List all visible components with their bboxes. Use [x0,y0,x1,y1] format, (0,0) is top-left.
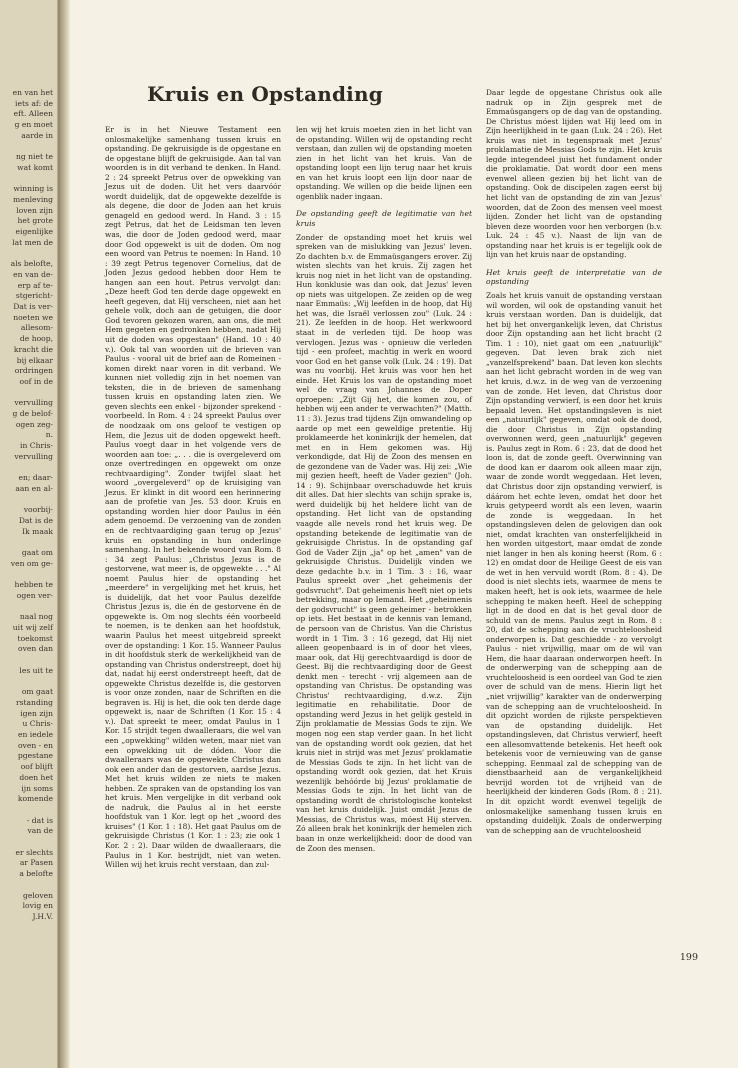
facing-page-line: iets af: de [15,98,53,108]
facing-page-line: oof blijft [20,762,53,772]
facing-page-line: gaat om [21,548,53,558]
facing-page-line: geloven [22,890,53,900]
facing-page-line: winning is [13,184,53,194]
page-title: Kruis en Opstanding [147,82,383,106]
column-1-text: Er is in het Nieuwe Testament een onlosmakelijke samenhang tussen kruis en opstanding. De gekruisigde is de opgestane en de opgestane blijft de gekruisigde. Aan tal van woorden is in dit verband te denken. In Hand. 2 : 24 spreekt Petrus over de opwekking van Jezus uit de doden. Uit het vers daarvóór wordt duidelijk, dat de opgewekte dezelfde is als degene, die door de Joden aan het kruis genageld en gedood werd. In Hand. 3 : 15 zegt Petrus, dat het de Leidsman ten leven was, die door de Joden gedood werd, maar door God opgewekt is uit de doden. Om nog een woord van Petrus te noemen: In Hand. 10 : 39 zegt Petrus tegenover Cornelius, dat de Joden Jezus gedood hebben door Hem te hangen aan een hout. Petrus vervolgt dan: „Deze heeft God ten derde dage opgewekt en heeft gegeven, dat Hij verscheen, niet aan het gehele volk, doch aan de getuigen, die door God tevoren gekozen waren, aan ons, die met Hem gegeten en gedronken hebben, nadat Hij uit de doden was opgestaan" (Hand. 10 : 40 v.). Ook tal van woorden uit de brieven van Paulus - vooral uit de brief aan de Romeinen - komen direkt naar voren in dit verband. We kunnen niet volledig zijn in het noemen van teksten, die in de brieven de samenhang tussen kruis en opstanding laten zien. We geven slechts een enkel - bijzonder sprekend - voorbeeld. In Rom. 4 : 24 spreekt Paulus over de noodzaak om ons geloof te vestigen op Hem, die Jezus uit de doden opgewekt heeft. Paulus voegt daar in het volgende vers de woorden aan toe: „. . . die is overgeleverd om onze overtredingen en opgewekt om onze rechtvaardiging". Zonder twijfel slaat het woord „overgeleverd" op de kruisiging van Jezus. Er klinkt in dit woord een herinnering aan de profetie van Jes. 53 door. Kruis en opstanding worden hier door Paulus in één adem genoemd. De verzoening van de zonden en de rechtvaardiging gaan terug op Jezus' kruis en opstanding in hun onderlinge samenhang. In het bekende woord van Rom. 8 : 34 zegt Paulus: „Christus Jezus is de gestorvene, wat meer is, de opgewekte . . ." Al noemt Paulus hier de opstanding het „meerdere" in vergelijking met het kruis, het is duidelijk, dat het voor Paulus dezelfde Christus Jezus is, die én de gestorvene én de opgewekte is. Om nog slechts één voorbeeld te noemen, is te denken aan het hoofdstuk, waarin Paulus het meest uitgebreid spreekt over de opstanding: 1 Kor. 15. Wanneer Paulus in dit hoofdstuk sterk de werkelijkheid van de opstanding van Christus onderstreept, doet hij dat, nadat hij eerst onderstreept heeft, dat de opgewekte Christus dezelfde is, die gestorven is voor onze zonden, naar de Schriften en die begraven is. Hij is het, die ook ten derde dage opgewekt is, naar de Schriften (1 Kor. 15 : 4 v.). Dat spreekt te meer, omdat Paulus in 1 Kor. 15 strijdt tegen dwaalleraars, die wel van een „opwekking" wilden weten, maar niet van een opwekking uit de dóden. Voor die dwaalleraars was de opgewekte Christus dan ook een ander dan de gestorven, aardse Jezus. Met het kruis wilden ze niets te maken hebben. Ze spraken van de opstanding los van het kruis. Men vergelijke in dit verband ook de nadruk, die Paulus al in het eerste hoofdstuk van 1 Kor. legt op het „woord des kruises" (1 Kor. 1 : 18). Het gaat Paulus om de gekruisigde Christus (1 Kor. 1 : 23; zie ook 1 Kor. 2 : 2). Daar wilden de dwaalleraars, die Paulus in 1 Kor. bestrijdt, niet van weten. Willen wij het kruis recht verstaan, dan zul- [105,125,281,870]
facing-page-line: les uit te [19,665,53,675]
facing-page-line: loven zijn [16,205,53,215]
facing-page-line: en van de- [13,269,53,279]
facing-page-line: a belofte [19,869,53,879]
facing-page-line: ng niet te [16,152,53,162]
page [70,0,738,1068]
facing-page-line: u Chris- [22,719,53,729]
facing-page-line: uit wij zelf [12,623,53,632]
facing-page-line: g de belof- [12,409,53,418]
facing-page-line: er slechts [15,847,53,857]
facing-page-line: n. [45,430,53,440]
facing-page-line: als belofte, [10,259,53,269]
facing-page-line: en iedele [18,730,53,739]
facing-page-line: ogen zeg- [15,419,53,429]
facing-page-line: lat men de [12,237,53,247]
facing-page-line: allesom- [20,323,53,333]
facing-page-line: en van het [12,88,53,97]
facing-page-line: hebben te [14,580,53,590]
facing-page-line: aarde in [21,130,53,140]
facing-page-line: pgestane [17,751,53,761]
column-3-body: Zoals het kruis vanuit de opstanding verstaan wil worden, wil ook de opstanding vanuit het kruis verstaan worden. Dan is duidelijk, dat het bij het onvergankelijk leven, dat Christus door Zijn opstanding aan het licht bracht (2 Tim. 1 : 10), niet gaat om een „natuurlijk" gegeven. Dat leven brak zich niet „vanzelfsprekend" baan. Dat leven kon slechts aan het licht gebracht worden in de weg van het kruis, d.w.z. in de weg van de verzoening van de zonde. Het leven, dat Christus door Zijn opstanding verwierf, is een door het kruis bepaald leven. Het opstandingsleven is niet een „natuurlijk" gegeven, omdat ook de dood, die door Christus in Zijn opstanding overwonnen werd, geen „natuurlijk" gegeven is. Paulus zegt in Rom. 6 : 23, dat de dood het loon is, dat de zonde geeft. Overwinning van de dood kan er daarom ook alleen maar zijn, waar de zonde wordt weggedaan. Het leven, dat Christus door zijn opstanding verwierf, is dáárom het echte leven, omdat het door het kruis getypeerd wordt als een leven, waarin de zonde is weggedaan. In het opstandingsleven delen de gelovigen dan ook niet, omdat krachten van onsterfelijkheid in hen worden uitgestort, maar omdat de zonde niet langer in hen als koning heerst (Rom. 6 : 12) en omdat door de Heilige Geest de eis van de wet in hen vervuld wordt (Rom. 8 : 4). De dood is niet slechts iets, waarmee de mens te maken heeft, het is ook iets, waarmee de hele schepping te maken heeft. Heel de schepping ligt in de dood en dat is het geval door de schuld van de mens. Paulus zegt in Rom. 8 : 20, dat de schepping aan de vruchteloosheid onderworpen is. Dat geschiedde - zo vervolgt Paulus - niet vrijwillig, maar om de wil van Hem, die haar daaraan onderworpen heeft. In de onderwerping van de schepping aan de vruchteloosheid is een oordeel van God te zien over de schuld van de mens. Hierin ligt het „niet vrijwillig" karakter van de onderwerping van de schepping aan de vruchteloosheid. In dit opzicht worden de rijkste perspektieven van de opstanding duidelijk. Het opstandingsleven, dat Christus verwierf, heeft een allesomvattende betekenis. Het heeft ook betekenis voor de vernieuwing van de ganse schepping. Eenmaal zal de schepping van de dienstbaarheid aan de vergankelijkheid bevrijd worden tot de vrijheid van de heerlijkheid der kinderen Gods (Rom. 8 : 21). In dit opzicht wordt evenwel tegelijk de onlosmakelijke samenhang tussen kruis en opstanding duidelijk. Zoals de onderwerping van de schepping aan de vruchteloosheid [486,291,662,835]
column-2 [296,125,472,853]
book-gutter [58,0,70,1068]
facing-page-line: doen het [19,772,53,782]
section-heading-interpretatie: Het kruis geeft de interpretatie van de opstanding [486,267,662,287]
facing-page-line: van de [27,826,53,836]
facing-page-line: naal nog [19,612,53,622]
column-3 [486,88,662,835]
facing-page-line: noeten we [13,312,53,322]
facing-page-line: ijn soms [21,783,53,793]
facing-page-line: oven - en [17,740,53,750]
facing-page-line: lovig en [22,901,53,911]
page-number: 199 [679,952,698,963]
column-3-intro: Daar legde de opgestane Christus ook alle nadruk op in Zijn gesprek met de Emmaüsgangers op de dag van de opstanding. De Christus móest lijden wat Hij leed om in Zijn heerlijkheid in te gaan (Luk. 24 : 26). Het kruis was niet in tegenspraak met Jezus' proklamatie de Messias Gods te zijn. Het kruis legde integendeel juist het fundament onder die proklamatie. Dat wordt door een mens evenwel alleen gezien bij het licht van de opstanding. Ook de discipelen zagen eerst bij het licht van de opstanding de zin van Jezus' woorden, dat de Zoon des mensen veel moest lijden. Zonder het licht van de opstanding bleven deze woorden voor hen verborgen (b.v. Luk. 24 : 45 v.). Naast de lijn van de opstanding naar het kruis is er tegelijk ook de lijn van het kruis naar de opstanding. [486,88,662,260]
facing-page-line: voorbij- [23,505,53,515]
facing-page-line: kracht die [13,344,53,354]
column-1 [105,125,281,870]
facing-page-line: rstanding [15,697,53,707]
facing-page-line: wat komt [17,162,53,172]
facing-page-line: ogen ver- [16,590,53,600]
facing-page-line: vervulling [14,398,53,408]
facing-page-line: en; daar- [18,473,53,483]
facing-page-line: - dat is [26,815,53,825]
facing-page-line: ar Pasen [19,858,53,868]
facing-page-line: stgericht- [15,291,53,301]
facing-page-line: Dat is ver- [13,302,53,311]
facing-page-line: Ik maak [22,526,53,536]
facing-page-line: om gaat [21,687,53,697]
facing-page-line: in Chris- [20,441,53,451]
facing-page-line: aan en al- [15,483,53,493]
facing-page-line: J.H.V. [32,911,53,921]
facing-page-line: komende [17,794,53,804]
facing-page-line: de hoop, [19,334,53,344]
facing-page-line: toekomst [17,633,53,643]
facing-page-line: g en moet [14,120,53,130]
facing-page-line: bij elkaar [16,355,53,365]
facing-page-line: erp af te- [17,280,53,290]
facing-page-fragment [0,0,58,1068]
section-heading-legitimatie: De opstanding geeft de legitimatie van het kruis [296,209,472,228]
facing-page-line: eft. Alleen [13,109,53,119]
facing-page-line: ordringen [14,366,53,376]
facing-page-line: vervulling [14,451,53,461]
facing-page-line: ven om ge- [10,558,53,568]
facing-page-line: oven dan [18,644,53,654]
facing-page-line: eigenlijke [15,227,53,237]
facing-page-line: het grote [17,216,53,226]
facing-page-line: oof in de [19,376,53,386]
facing-page-line: Dat is de [18,516,53,525]
facing-page-line: igen zijn [20,708,53,718]
column-2-body: Zonder de opstanding moet het kruis wel spreken van de mislukking van Jezus' leven. Zo dachten b.v. de Emmaüsgangers erover. Zij wisten slechts van het kruis. Zij zagen het kruis nog niet in het licht van de opstanding. Hun konklusie was dan ook, dat Jezus' leven op niets was uitgelopen. Ze zeiden op de weg naar Emmaüs: „Wij leefden in de hoop, dat Hij het was, die Israël verlossen zou" (Luk. 24 : 21). Ze leefden in de hoop. Het werkwoord staat in de verleden tijd. De hoop was vervlogen. Jezus was - opnieuw die verleden tijd - een profeet, machtig in werk en woord voor God en het ganse volk (Luk. 24 : 19). Dat was nu voorbij. Het kruis was voor hen het einde. Het Kruis los van de opstanding moet wel de vraag van Johannes de Doper oproepen: „Zijt Gij het, die komen zou, of hebben wij een ander te verwachten?" (Matth. 11 : 3). Jezus trad tijdens Zijn omwandeling op aarde op met een geweldige pretentie. Hij proklameerde het koninkrijk der hemelen, dat met en in Hem gekomen was. Hij verkondigde, dat Hij de Zoon des mensen en de gezondene van de Vader was. Hij zei: „Wie mij gezien heeft, heeft de Vader gezien" (Joh. 14 : 9). Schijnbaar overschaduwde het kruis dit alles. Dat hier slechts van schijn sprake is, werd duidelijk bij het heldere licht van de opstanding. Het licht van de opstanding vaagde alle nevels rond het kruis weg. De opstanding betekende de legitimatie van de gekruisigde Christus. In de opstanding gaf God de Vader Zijn „ja" op het „amen" van de gekruisigde Christus. Duidelijk vinden we deze gedachte b.v. in 1 Tim. 3 : 16, waar Paulus spreekt over „het geheimenis der godsvrucht". Dat geheimenis heeft niet op iets betrekking, maar op Iemand. Het „geheimenis der godsvrucht" is geen geheimer - betrokken op iets. Het bestaat in de kennis van Iemand, de persoon van de Christus. Van die Christus wordt in 1 Tim. 3 : 16 gezegd, dat Hij niet alleen geopenbaard is in of door het vlees, maar ook, dat Hij gerechtvaardigd is door de Geest. Bij die rechtvaardiging door de Geest denkt men - terecht - vrij algemeen aan de opstanding van Christus. De opstanding was Christus' rechtvaardiging, d.w.z. Zijn legitimatie en rehabilitatie. Door de opstanding werd Jezus in het gelijk gesteld in Zijn proklamatie de Messias Gods te zijn. We mogen nog een stap verder gaan. In het licht van de opstanding wordt ook gezien, dat het kruis niet in strijd was met Jezus' proklamatie de Messias Gods te zijn. In het licht van de opstanding wordt ook gezien, dat het Kruis wezenlijk behóórde bij Jezus' proklamatie de Messias Gods te zijn. In het licht van de opstanding wordt de christologische kontekst van het kruis duidelijk. Juist omdát Jezus de Messias, de Christus was, móest Hij sterven. Zó alleen brak het koninkrijk der hemelen zich baan in onze werkelijkheid: door de dood van de Zoon des mensen. [296,232,472,853]
facing-page-line: menleving [13,195,53,204]
column-2-intro: len wij het kruis moeten zien in het licht van de opstanding. Willen wij de opstanding recht verstaan, dan zullen wij de opstanding moeten zien in het licht van het kruis. Van de opstanding loopt een lijn terug naar het kruis en van het kruis loopt een lijn door naar de opstanding. We willen op die beide lijnen een ogenblik nader ingaan. [296,125,472,201]
